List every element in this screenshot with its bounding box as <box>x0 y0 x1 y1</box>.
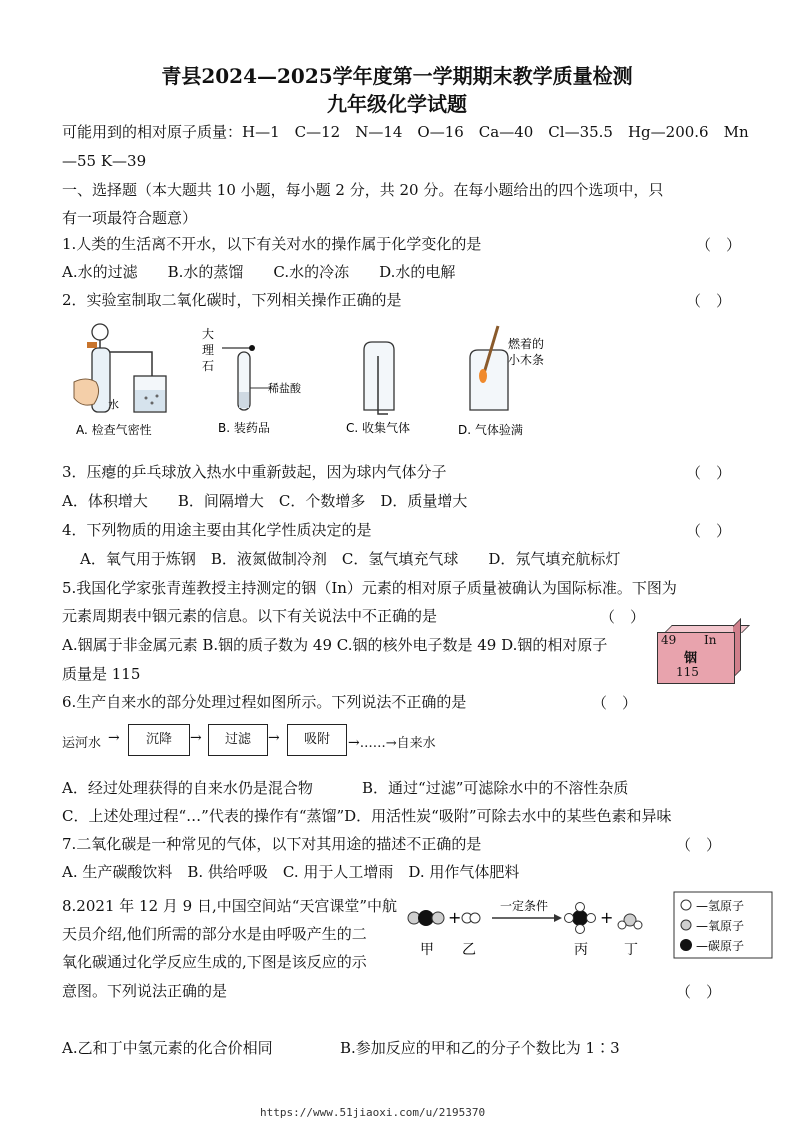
q3-options: A．体积增大 B．间隔增大 C．个数增多 D．质量增大 <box>62 492 468 510</box>
q3-answer-paren[interactable]: （ ） <box>686 464 732 482</box>
plus-sign-2: + <box>600 908 614 927</box>
flow-step-sedimentation: 沉降 <box>128 724 190 756</box>
flow-arrow-1: → <box>108 730 120 746</box>
apparatus-marble-label-2: 理 <box>202 343 215 357</box>
caption-c: C. 收集气体 <box>346 421 411 435</box>
reactant-jia-molecule <box>408 910 444 926</box>
q4-answer-paren[interactable]: （ ） <box>686 522 732 540</box>
q6-stem: 6.生产自来水的部分处理过程如图所示。下列说法不正确的是 <box>62 693 467 711</box>
apparatus-stick-label-2: 小木条 <box>508 353 545 367</box>
legend-carbon: —碳原子 <box>696 939 745 953</box>
q7-answer-paren[interactable]: （ ） <box>676 836 722 854</box>
apparatus-b-add-reagents <box>222 345 272 410</box>
element-atomic-mass: 115 <box>676 665 699 679</box>
q1-answer-paren[interactable]: （ ） <box>696 236 742 254</box>
q8-line1: 8.2021 年 12 月 9 日,中国空间站“天宫课堂”中航 <box>62 897 398 915</box>
flow-end-label: →……→自来水 <box>348 735 436 751</box>
apparatus-marble-label-1: 大 <box>202 327 215 341</box>
element-cell-indium <box>657 632 735 684</box>
reactant-yi-molecule <box>462 913 480 923</box>
q6-option-b: B．通过“过滤”可滤除水中的不溶性杂质 <box>362 779 629 797</box>
q2-stem: 2．实验室制取二氧化碳时，下列相关操作正确的是 <box>62 291 402 309</box>
caption-d: D. 气体验满 <box>458 423 523 437</box>
q7-stem: 7.二氧化碳是一种常见的气体，以下对其用途的描述不正确的是 <box>62 835 482 853</box>
q8-option-a: A.乙和丁中氢元素的化合价相同 <box>62 1039 273 1057</box>
q8-line4: 意图。下列说法正确的是 <box>62 982 228 1000</box>
apparatus-c-gas-collection <box>364 342 394 414</box>
q8-answer-paren[interactable]: （ ） <box>676 983 722 1001</box>
q4-stem: 4．下列物质的用途主要由其化学性质决定的是 <box>62 521 372 539</box>
q1-stem: 1.人类的生活离不开水，以下有关对水的操作属于化学变化的是 <box>62 235 482 253</box>
q2-apparatus-figure <box>62 318 582 448</box>
atomic-masses-line2: —55 K—39 <box>62 152 147 170</box>
q8-line3: 氧化碳通过化学反应生成的,下图是该反应的示 <box>62 953 367 971</box>
flow-step-filtration: 过滤 <box>208 724 268 756</box>
product-bing-molecule <box>565 903 596 934</box>
q8-line2: 天员介绍,他们所需的部分水是由呼吸产生的二 <box>62 925 367 943</box>
q5-line3: A.铟属于非金属元素 B.铟的质子数为 49 C.铟的核外电子数是 49 D.铟的相对原子 <box>62 636 608 654</box>
page-subtitle: 九年级化学试题 <box>327 92 467 116</box>
flow-arrow-2: → <box>190 730 202 746</box>
atomic-masses-line1: 可能用到的相对原子质量：H—1 C—12 N—14 O—16 Ca—40 Cl—35.5 Hg—200.6 Mn <box>62 123 749 141</box>
legend-hydrogen: —氢原子 <box>696 899 745 913</box>
label-jia: 甲 <box>420 942 434 958</box>
flow-arrow-3: → <box>268 730 280 746</box>
caption-a: A. 检查气密性 <box>76 423 152 437</box>
label-bing: 丙 <box>574 942 588 958</box>
flow-start-label: 运河水 <box>62 736 102 751</box>
apparatus-a-airtight-check <box>74 324 166 412</box>
footer-url[interactable]: https://www.51jiaoxi.com/u/2195370 <box>260 1106 486 1119</box>
apparatus-d-gas-test <box>470 326 508 410</box>
page-title: 青县2024—2025学年度第一学期期末教学质量检测 <box>161 64 633 88</box>
element-atomic-number: 49 <box>661 633 677 647</box>
q5-line2: 元素周期表中铟元素的信息。以下有关说法中不正确的是 <box>62 607 438 625</box>
element-symbol: In <box>704 633 717 647</box>
q6-answer-paren[interactable]: （ ） <box>592 694 638 712</box>
q3-stem: 3．压瘪的乒乓球放入热水中重新鼓起，因为球内气体分子 <box>62 463 447 481</box>
reaction-condition: 一定条件 <box>500 899 549 913</box>
section-heading-line1: 一、选择题（本大题共 10 小题，每小题 2 分，共 20 分。在每小题给出的四个选项中，只 <box>62 181 664 199</box>
q2-answer-paren[interactable]: （ ） <box>686 292 732 310</box>
q1-options: A.水的过滤 B.水的蒸馏 C.水的冷冻 D.水的电解 <box>62 263 456 281</box>
element-name: 铟 <box>684 651 698 666</box>
apparatus-stick-label-1: 燃着的 <box>508 337 545 351</box>
apparatus-water-label: 水 <box>108 398 119 411</box>
section-heading-line2: 有一项最符合题意） <box>62 209 198 227</box>
caption-b: B. 装药品 <box>218 421 270 435</box>
plus-sign-1: + <box>448 908 462 927</box>
q8-reaction-diagram <box>404 890 776 970</box>
flow-step-adsorption: 吸附 <box>287 724 347 756</box>
q7-options: A. 生产碳酸饮料 B. 供给呼吸 C. 用于人工增雨 D. 用作气体肥料 <box>62 863 520 881</box>
q5-line4: 质量是 115 <box>62 665 141 683</box>
flow-end-text: ……→自来水 <box>359 736 436 751</box>
q6-option-a: A．经过处理获得的自来水仍是混合物 <box>62 779 313 797</box>
q6-option-c-d: C．上述处理过程“…”代表的操作有“蒸馏”D．用活性炭“吸附”可除去水中的某些色素和异味 <box>62 807 672 825</box>
label-yi: 乙 <box>462 942 476 958</box>
label-ding: 丁 <box>624 942 638 958</box>
q5-line1: 5.我国化学家张青莲教授主持测定的铟（In）元素的相对原子质量被确认为国际标准。下图为 <box>62 579 677 597</box>
q4-options: A．氧气用于炼钢 B．液氮做制冷剂 C．氢气填充气球 D．氖气填充航标灯 <box>80 550 621 568</box>
legend-oxygen: —氧原子 <box>696 919 745 933</box>
q8-option-b: B.参加反应的甲和乙的分子个数比为 1∶3 <box>340 1039 620 1057</box>
apparatus-acid-label: 稀盐酸 <box>268 382 301 395</box>
product-ding-molecule <box>618 914 642 929</box>
apparatus-marble-label-3: 石 <box>202 359 215 373</box>
q5-answer-paren[interactable]: （ ） <box>600 608 646 626</box>
